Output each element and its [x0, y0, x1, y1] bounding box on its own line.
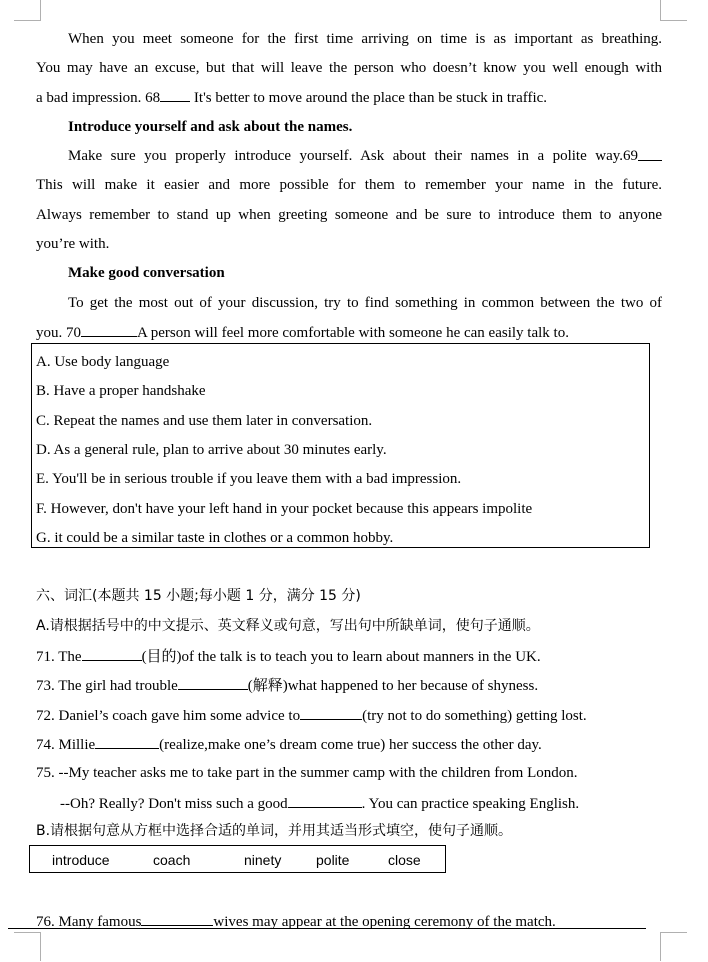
option-b: B. Have a proper handshake	[36, 383, 206, 399]
option-c: C. Repeat the names and use them later in conversation.	[36, 413, 373, 429]
section-heading: Make good conversation	[68, 265, 225, 281]
question-75-line-1: 75. --My teacher asks me to take part in the summer camp with the children from London.	[36, 765, 578, 781]
page-corner-mark-bottom-right	[660, 932, 687, 961]
part-a-instruction: A.请根据括号中的中文提示、英文释义或句意，写出句中所缺单词，使句子通顺。	[36, 618, 540, 634]
answer-blank-69[interactable]	[638, 146, 662, 161]
page-corner-mark-bottom-left	[14, 932, 41, 961]
passage-text: It's better to move around the place than be stuck in traffic.	[190, 90, 548, 106]
section-title: 六、词汇(本题共 15 小题;每小题 1 分，满分 15 分)	[36, 588, 361, 604]
word-bank-item: polite	[316, 852, 350, 868]
question-text: 71. The	[36, 649, 82, 665]
word-bank-item: close	[388, 852, 421, 868]
question-74	[36, 734, 542, 755]
question-text: (目的)of the talk is to teach you to learn about manners in the UK.	[141, 649, 541, 665]
answer-blank-73[interactable]	[178, 675, 248, 690]
page-corner-mark-top-right	[660, 0, 687, 21]
passage-line: Always remember to stand up when greeting someone and be sure to introduce them to anyone	[36, 207, 662, 223]
page-corner-mark-top-left	[14, 0, 41, 21]
question-text: 74. Millie	[36, 737, 96, 753]
option-e: E. You'll be in serious trouble if you leave them with a bad impression.	[36, 471, 462, 487]
question-75-line-2	[60, 793, 579, 814]
question-text: 73. The girl had trouble	[36, 678, 178, 694]
word-bank-item: introduce	[52, 852, 110, 868]
passage-line: When you meet someone for the first time arriving on time is as important as breathing.	[68, 31, 662, 47]
question-72	[36, 705, 587, 726]
passage-line-q69	[68, 146, 662, 166]
option-a: A. Use body language	[36, 354, 170, 370]
section-heading: Introduce yourself and ask about the names.	[68, 119, 353, 135]
question-73	[36, 675, 538, 696]
passage-line: This will make it easier and more possible for them to remember your name in the future.	[36, 177, 662, 193]
question-text: 76. Many famous	[36, 914, 142, 930]
question-text: (realize,make one’s dream come true) her success the other day.	[159, 737, 542, 753]
passage-line: you’re with.	[36, 236, 110, 252]
word-bank-box	[29, 845, 446, 873]
word-bank-item: ninety	[244, 852, 282, 868]
answer-blank-72[interactable]	[300, 705, 362, 720]
answer-blank-71[interactable]	[82, 646, 142, 661]
passage-line-q68	[36, 87, 547, 108]
passage-text: a bad impression. 68	[36, 90, 161, 106]
answer-blank-68[interactable]	[160, 87, 190, 102]
question-71	[36, 646, 541, 667]
passage-text: Make sure you properly introduce yourself. Ask about their names in a polite way.69	[68, 148, 638, 164]
word-bank-item: coach	[153, 852, 191, 868]
question-text: wives may appear at the opening ceremony of the match.	[213, 914, 556, 930]
question-text: --Oh? Really? Don't miss such a good	[60, 796, 288, 812]
answer-blank-76[interactable]	[141, 911, 213, 926]
question-text: (try not to do something) getting lost.	[362, 708, 587, 724]
answer-blank-74[interactable]	[95, 734, 159, 749]
part-b-instruction: B.请根据句意从方框中选择合适的单词，并用其适当形式填空，使句子通顺。	[36, 823, 513, 839]
passage-text: you. 70	[36, 325, 81, 341]
answer-blank-70[interactable]	[81, 322, 137, 337]
passage-line: To get the most out of your discussion, try to find something in common between the two of	[68, 295, 662, 311]
question-text: 72. Daniel’s coach gave him some advice to	[36, 708, 301, 724]
answer-blank-75[interactable]	[288, 793, 362, 808]
option-d: D. As a general rule, plan to arrive about 30 minutes early.	[36, 442, 387, 458]
passage-line-q70	[36, 322, 569, 343]
option-f: F. However, don't have your left hand in your pocket because this appears impolite	[36, 501, 533, 517]
question-text: (解释)what happened to her because of shyness.	[247, 678, 539, 694]
question-text: . You can practice speaking English.	[361, 796, 580, 812]
passage-line: You may have an excuse, but that will leave the person who doesn’t know you well enough with	[36, 60, 662, 76]
option-g: G. it could be a similar taste in clothes or a common hobby.	[36, 530, 394, 546]
footer-rule	[8, 928, 646, 929]
passage-text: A person will feel more comfortable with someone he can easily talk to.	[137, 325, 569, 341]
